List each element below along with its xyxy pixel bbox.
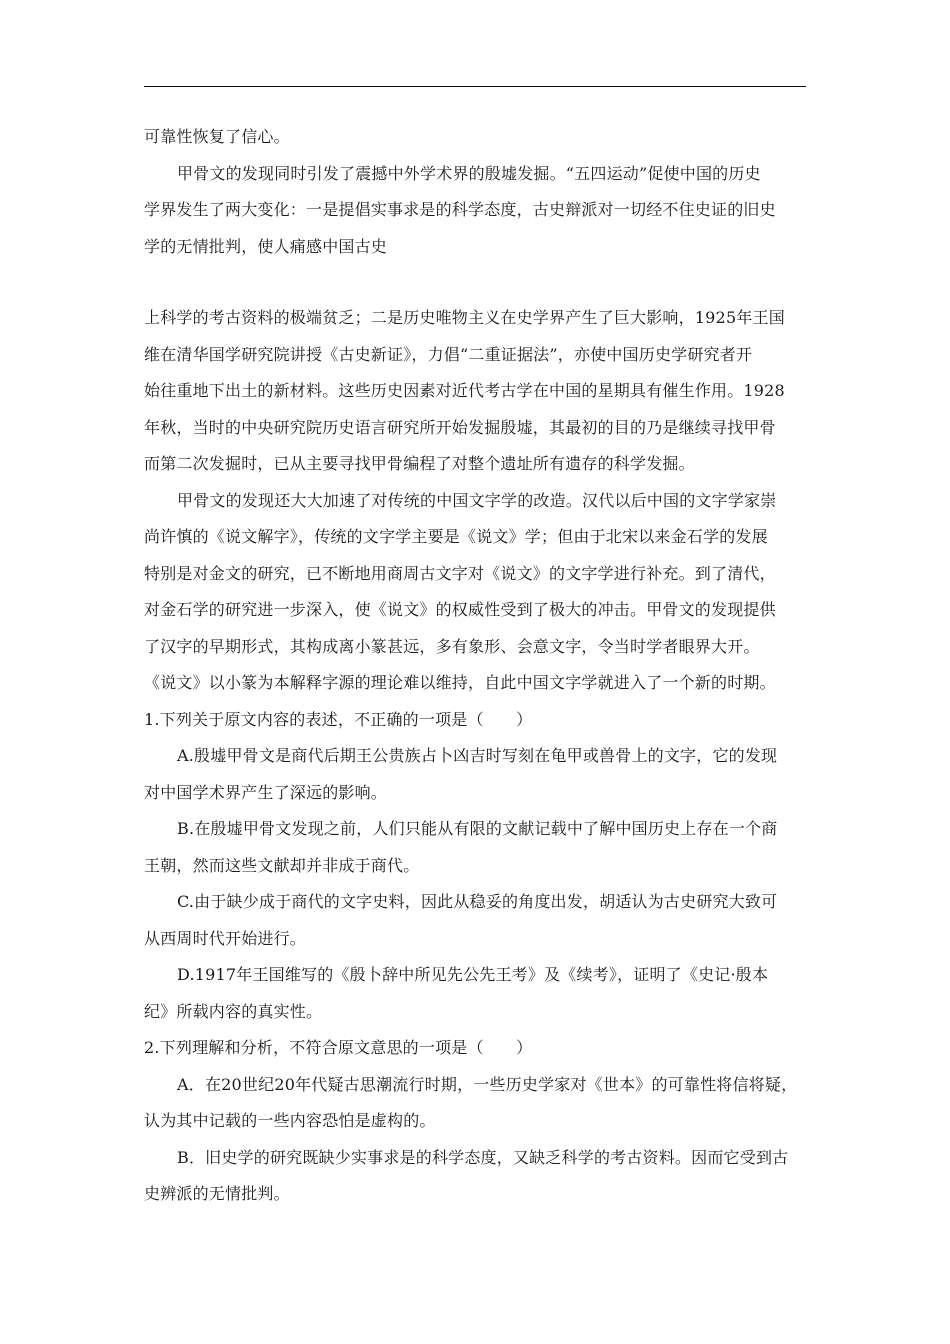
text-line: 史辨派的无情批判。	[144, 1184, 290, 1203]
text-line: 对金石学的研究进一步深入，使《说文》的权威性受到了极大的冲击。甲骨文的发现提供	[144, 600, 776, 619]
text-line: 从西周时代开始进行。	[144, 928, 307, 948]
text-line: 学界发生了两大变化：一是提倡实事求是的科学态度，古史辩派对一切经不住史证的旧史	[144, 200, 776, 219]
text-line: 尚许慎的《说文解字》，传统的文字学主要是《说文》学；但由于北宋以来金石学的发展	[144, 527, 768, 546]
text-line: 了汉字的早期形式，其构成离小篆甚远，多有象形、会意文字，令当时学者眼界大开。	[144, 636, 760, 656]
text-block-top	[144, 119, 806, 265]
text-line: A.殷墟甲骨文是商代后期王公贵族占卜凶吉时写刻在龟甲或兽骨上的文字，它的发现	[177, 746, 778, 765]
text-line: 而第二次发掘时，已从主要寻找甲骨编程了对整个遗址所有遗存的科学发掘。	[144, 454, 695, 473]
text-line: 年秋，当时的中央研究院历史语言研究所开始发掘殷墟，其最初的目的乃是继续寻找甲骨	[144, 417, 776, 437]
text-line: 对中国学术界产生了深远的影响。	[144, 782, 388, 802]
text-line: 上科学的考古资料的极端贫乏；二是历史唯物主义在史学界产生了巨大影响，1925年王国	[144, 308, 785, 327]
text-line: 可靠性恢复了信心。	[144, 127, 290, 146]
text-line: 认为其中记载的一些内容恐怕是虚构的。	[144, 1111, 436, 1130]
text-line: 甲骨文的发现同时引发了震撼中外学术界的殷墟发掘。“五四运动”促使中国的历史	[177, 163, 761, 183]
text-line: 始往重地下出土的新材料。这些历史因素对近代考古学在中国的星期具有催生作用。1928	[144, 381, 785, 400]
text-line: 特别是对金文的研究，已不断地用商周古文字对《说文》的文字学进行补充。到了清代，	[144, 563, 776, 583]
text-line: 1.下列关于原文内容的表述，不正确的一项是（ ）	[144, 709, 533, 729]
text-line: C.由于缺少成于商代的文字史料，因此从稳妥的角度出发，胡适认为古史研究大致可	[177, 892, 778, 911]
text-line: 甲骨文的发现还大大加速了对传统的中国文字学的改造。汉代以后中国的文字学家崇	[177, 490, 777, 510]
text-line: 学的无情批判，使人痛感中国古史	[144, 236, 388, 256]
text-line: 王朝，然而这些文献却并非成于商代。	[144, 855, 420, 875]
text-line: B.在殷墟甲骨文发现之前，人们只能从有限的文献记载中了解中国历史上存在一个商	[177, 819, 778, 838]
text-block-main	[144, 300, 806, 1213]
text-line: 维在清华国学研究院讲授《古史新证》，力倡“二重证据法”，亦使中国历史学研究者开	[144, 344, 753, 364]
text-line: 《说文》以小篆为本解释字源的理论难以维持，自此中国文字学就进入了一个新的时期。	[144, 673, 776, 692]
header-rule	[144, 86, 806, 87]
text-line: B．旧史学的研究既缺少实事求是的科学态度，又缺乏科学的考古资料。因而它受到古	[177, 1147, 789, 1167]
text-line: 纪》所载内容的真实性。	[144, 1001, 323, 1021]
text-line: D.1917年王国维写的《殷卜辞中所见先公先王考》及《续考》，证明了《史记·殷本	[177, 965, 769, 984]
text-line: 2.下列理解和分析，不符合原文意思的一项是（ ）	[144, 1038, 533, 1057]
text-line: A．在20世纪20年代疑古思潮流行时期，一些历史学家对《世本》的可靠性将信将疑，	[177, 1074, 798, 1094]
